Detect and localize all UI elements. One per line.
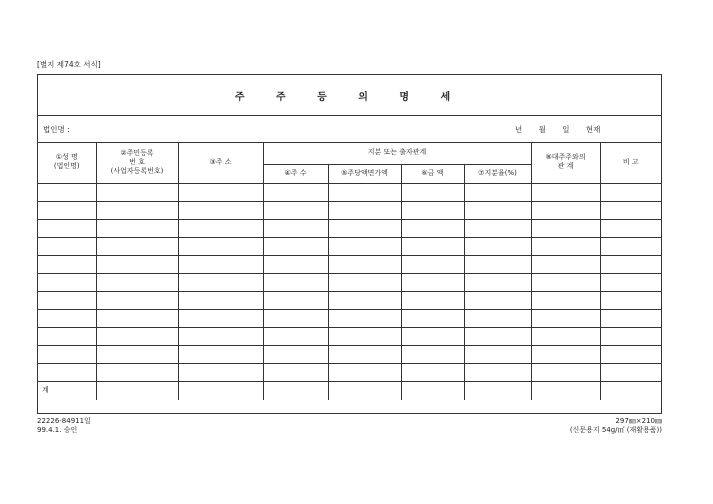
table-cell[interactable] [600,291,661,309]
header-name: ①성 명 (법인명) [38,142,96,183]
table-cell[interactable] [401,327,464,345]
table-cell[interactable] [401,363,464,381]
table-cell[interactable] [263,291,328,309]
total-cell[interactable] [401,381,464,400]
table-cell[interactable] [328,291,401,309]
table-cell[interactable] [401,291,464,309]
table-cell[interactable] [178,273,263,291]
header-address: ③주 소 [178,142,263,183]
table-cell[interactable] [464,237,531,255]
table-row [38,255,661,273]
table-cell[interactable] [464,201,531,219]
table-cell[interactable] [531,255,600,273]
form-reference: [별지 제74호 서식] [37,60,101,69]
table-cell[interactable] [328,219,401,237]
form-code: 22226-84911일 [37,417,91,425]
as-of-date: 년 월 일 현재 [515,125,601,134]
table-cell[interactable] [531,201,600,219]
table-row [38,309,661,327]
header-ratio: ⑦지분율(%) [464,164,531,183]
table-cell[interactable] [600,363,661,381]
table-cell[interactable] [263,273,328,291]
table-cell[interactable] [178,363,263,381]
table-cell[interactable] [600,327,661,345]
header-shares: ④주 수 [263,164,328,183]
total-cell[interactable] [464,381,531,400]
table-cell[interactable] [263,345,328,363]
table-cell[interactable] [263,255,328,273]
table-cell[interactable] [178,219,263,237]
table-cell[interactable] [178,255,263,273]
title-row [38,75,661,116]
table-cell[interactable] [328,201,401,219]
table-cell[interactable] [38,219,96,237]
table-cell[interactable] [178,237,263,255]
table-row [38,327,661,345]
table-cell[interactable] [328,273,401,291]
table-cell[interactable] [328,327,401,345]
table-cell[interactable] [328,345,401,363]
table-cell[interactable] [38,327,96,345]
table-cell[interactable] [38,363,96,381]
table-cell[interactable] [263,363,328,381]
table-cell[interactable] [178,291,263,309]
total-cell[interactable] [328,381,401,400]
table-cell[interactable] [464,255,531,273]
total-label: 계 [38,381,96,400]
table-cell[interactable] [401,183,464,201]
table-cell[interactable] [401,237,464,255]
table-cell[interactable] [38,255,96,273]
table-cell[interactable] [263,183,328,201]
table-cell[interactable] [600,219,661,237]
table-cell[interactable] [401,201,464,219]
table-cell[interactable] [263,309,328,327]
table-cell[interactable] [263,237,328,255]
table-cell[interactable] [38,273,96,291]
table-cell[interactable] [531,237,600,255]
table-row [38,237,661,255]
table-cell[interactable] [96,363,178,381]
table-cell[interactable] [464,327,531,345]
table-cell[interactable] [328,363,401,381]
table-cell[interactable] [263,201,328,219]
header-par-value: ⑤주당액면가액 [328,164,401,183]
table-cell[interactable] [178,201,263,219]
table-cell[interactable] [38,201,96,219]
table-cell[interactable] [38,183,96,201]
table-cell[interactable] [600,273,661,291]
table-cell[interactable] [600,183,661,201]
table-cell[interactable] [328,183,401,201]
table-cell[interactable] [96,345,178,363]
total-cell[interactable] [263,381,328,400]
approval-date: 99.4.1. 승인 [37,426,78,434]
table-cell[interactable] [464,309,531,327]
table-cell[interactable] [464,273,531,291]
table-cell[interactable] [38,291,96,309]
table-cell[interactable] [96,309,178,327]
table-cell[interactable] [401,309,464,327]
table-row [38,183,661,201]
table-cell[interactable] [38,345,96,363]
table-cell[interactable] [96,255,178,273]
table-row [38,291,661,309]
table-cell[interactable] [464,363,531,381]
table-cell[interactable] [178,345,263,363]
corp-name-row [38,115,661,143]
table-cell[interactable] [96,291,178,309]
table-cell[interactable] [600,255,661,273]
paper-size: 297㎜×210㎜ [615,417,662,425]
table-cell[interactable] [401,255,464,273]
table-cell[interactable] [96,201,178,219]
table-cell[interactable] [531,219,600,237]
table-cell[interactable] [96,327,178,345]
table-cell[interactable] [464,345,531,363]
table-row [38,273,661,291]
header-remarks: 비 고 [600,142,661,183]
total-cell[interactable] [178,381,263,400]
table-cell[interactable] [38,309,96,327]
table-cell[interactable] [464,291,531,309]
table-cell[interactable] [531,183,600,201]
table-cell[interactable] [96,237,178,255]
table-cell[interactable] [96,183,178,201]
table-cell[interactable] [531,363,600,381]
header-registration-no: ②주민등록 번 호 (사업자등록번호) [96,142,178,183]
table-row [38,363,661,381]
paper-spec: (신문용지 54g/㎡ (재활용품)) [569,426,662,434]
table-cell[interactable] [263,219,328,237]
total-cell[interactable] [531,381,600,400]
table-row [38,201,661,219]
table-cell[interactable] [328,255,401,273]
table-cell[interactable] [600,345,661,363]
table-cell[interactable] [531,309,600,327]
table-cell[interactable] [328,237,401,255]
table-cell[interactable] [401,219,464,237]
table-cell[interactable] [600,237,661,255]
table-cell[interactable] [464,183,531,201]
table-cell[interactable] [178,327,263,345]
table-cell[interactable] [96,219,178,237]
shareholder-table [38,142,661,400]
table-cell[interactable] [178,183,263,201]
total-cell[interactable] [600,381,661,400]
table-cell[interactable] [531,291,600,309]
total-row [38,381,661,400]
table-cell[interactable] [600,201,661,219]
table-cell[interactable] [263,327,328,345]
table-cell[interactable] [464,219,531,237]
table-cell[interactable] [328,309,401,327]
total-cell[interactable] [96,381,178,400]
header-amount: ⑥금 액 [401,164,464,183]
table-cell[interactable] [600,309,661,327]
table-cell[interactable] [531,345,600,363]
table-cell[interactable] [401,273,464,291]
table-row [38,219,661,237]
corp-name-label: 법인명 : [43,125,70,134]
header-share-group: 지분 또는 출자관계 [263,142,531,164]
table-row [38,345,661,363]
table-cell[interactable] [531,273,600,291]
table-cell[interactable] [38,237,96,255]
table-cell[interactable] [96,273,178,291]
table-cell[interactable] [401,345,464,363]
form-frame [37,74,662,414]
table-cell[interactable] [531,327,600,345]
table-cell[interactable] [178,309,263,327]
header-relation: ⑧대주주와의 관 계 [531,142,600,183]
form-title: 주 주 등 의 명 세 [234,91,465,103]
